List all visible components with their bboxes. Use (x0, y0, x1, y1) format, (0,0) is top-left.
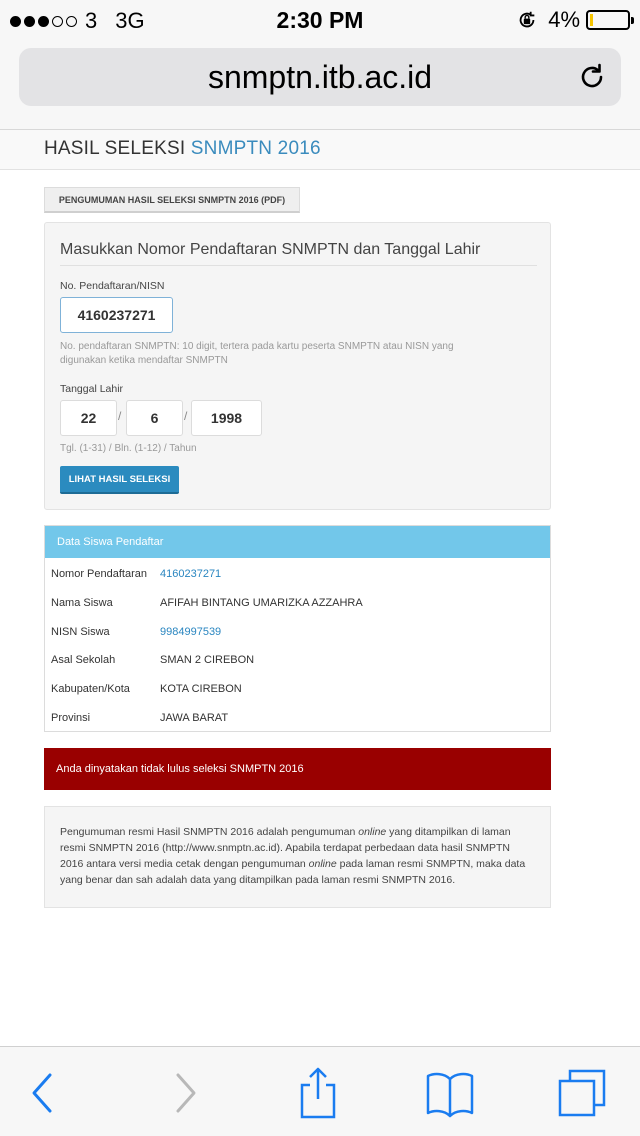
row-value: KOTA CIREBON (160, 683, 242, 695)
notice-emphasis: online (308, 858, 337, 870)
year-input[interactable]: 1998 (191, 400, 262, 436)
forward-icon[interactable] (158, 1067, 210, 1119)
battery-percent: 4% (548, 7, 580, 32)
page-title (44, 138, 321, 160)
browser-address-bar (0, 40, 640, 130)
table-row (45, 645, 550, 674)
rotation-lock-icon (516, 9, 538, 31)
row-key: Provinsi (51, 712, 91, 724)
row-value: SMAN 2 CIREBON (160, 654, 255, 666)
table-row (45, 559, 550, 588)
student-data-panel (44, 525, 551, 732)
nisn-help-line-2: digunakan ketika mendaftar SNMPTN (60, 355, 228, 366)
day-input[interactable]: 22 (60, 400, 117, 436)
table-row (45, 674, 550, 703)
notice-text: pada laman resmi SNMPTN, maka data yang benar dan sah adalah data yang ditampilkan pada laman resmi SNMPTN 2016. (60, 858, 526, 886)
nisn-link[interactable]: 9984997539 (160, 626, 222, 638)
status-time: 2:30 PM (276, 7, 364, 33)
row-key: Asal Sekolah (51, 654, 116, 666)
row-key: Kabupaten/Kota (51, 683, 130, 695)
notice-text: Pengumuman resmi Hasil SNMPTN 2016 adalah pengumuman (60, 826, 359, 838)
url-text[interactable]: snmptn.itb.ac.id (207, 59, 433, 95)
bookmarks-icon[interactable] (424, 1067, 476, 1119)
row-key: NISN Siswa (51, 626, 110, 638)
form-title: Masukkan Nomor Pendaftaran SNMPTN dan Tanggal Lahir (60, 241, 537, 266)
pdf-announcement-button[interactable]: PENGUMUMAN HASIL SELEKSI SNMPTN 2016 (PDF) (44, 187, 300, 213)
lookup-form (44, 222, 551, 510)
page-title-accent: SNMPTN 2016 (190, 138, 321, 159)
nisn-help-line-1: No. pendaftaran SNMPTN: 10 digit, tertera pada kartu peserta SNMPTN atau NISN yang (60, 341, 454, 352)
nisn-label: No. Pendaftaran/NISN (60, 280, 165, 292)
carrier-name: 3 (85, 8, 98, 33)
registration-number-link[interactable]: 4160237271 (160, 568, 222, 580)
signal-strength-icon (10, 16, 77, 27)
result-alert: Anda dinyatakan tidak lulus seleksi SNMPTN 2016 (44, 748, 551, 790)
network-type: 3G (115, 8, 145, 33)
student-data-heading: Data Siswa Pendaftar (45, 526, 550, 558)
battery-icon (586, 10, 630, 30)
date-separator: / (184, 409, 188, 423)
table-row (45, 588, 550, 617)
share-icon[interactable] (292, 1067, 344, 1119)
table-row (45, 703, 550, 732)
table-row (45, 617, 550, 646)
back-icon[interactable] (18, 1067, 70, 1119)
row-key: Nama Siswa (51, 597, 113, 609)
date-separator: / (118, 409, 122, 423)
view-result-button[interactable]: LIHAT HASIL SELEKSI (60, 466, 179, 494)
row-value: JAWA BARAT (160, 712, 229, 724)
page-header (0, 130, 640, 170)
browser-toolbar (0, 1046, 640, 1136)
status-right (516, 7, 630, 33)
official-notice (44, 806, 551, 908)
row-value: AFIFAH BINTANG UMARIZKA AZZAHRA (160, 597, 363, 609)
status-left (10, 8, 145, 34)
notice-emphasis: online (358, 826, 387, 838)
page-title-prefix: HASIL SELEKSI (44, 138, 186, 159)
url-field[interactable] (19, 48, 621, 106)
dob-help: Tgl. (1-31) / Bln. (1-12) / Tahun (60, 443, 197, 454)
month-input[interactable]: 6 (126, 400, 183, 436)
nisn-input[interactable]: 4160237271 (60, 297, 173, 333)
dob-label: Tanggal Lahir (60, 383, 124, 395)
row-key: Nomor Pendaftaran (51, 568, 147, 580)
tabs-icon[interactable] (556, 1067, 608, 1119)
notice-text: yang ditampilkan di laman resmi SNMPTN 2016 (http://www.snmptn.ac.id). Apabila terdapat perbedaan data hasil SNMPTN 2016 antara versi media cetak dengan pengumuman (60, 826, 511, 870)
status-bar (0, 0, 640, 40)
reload-icon[interactable] (577, 62, 607, 92)
